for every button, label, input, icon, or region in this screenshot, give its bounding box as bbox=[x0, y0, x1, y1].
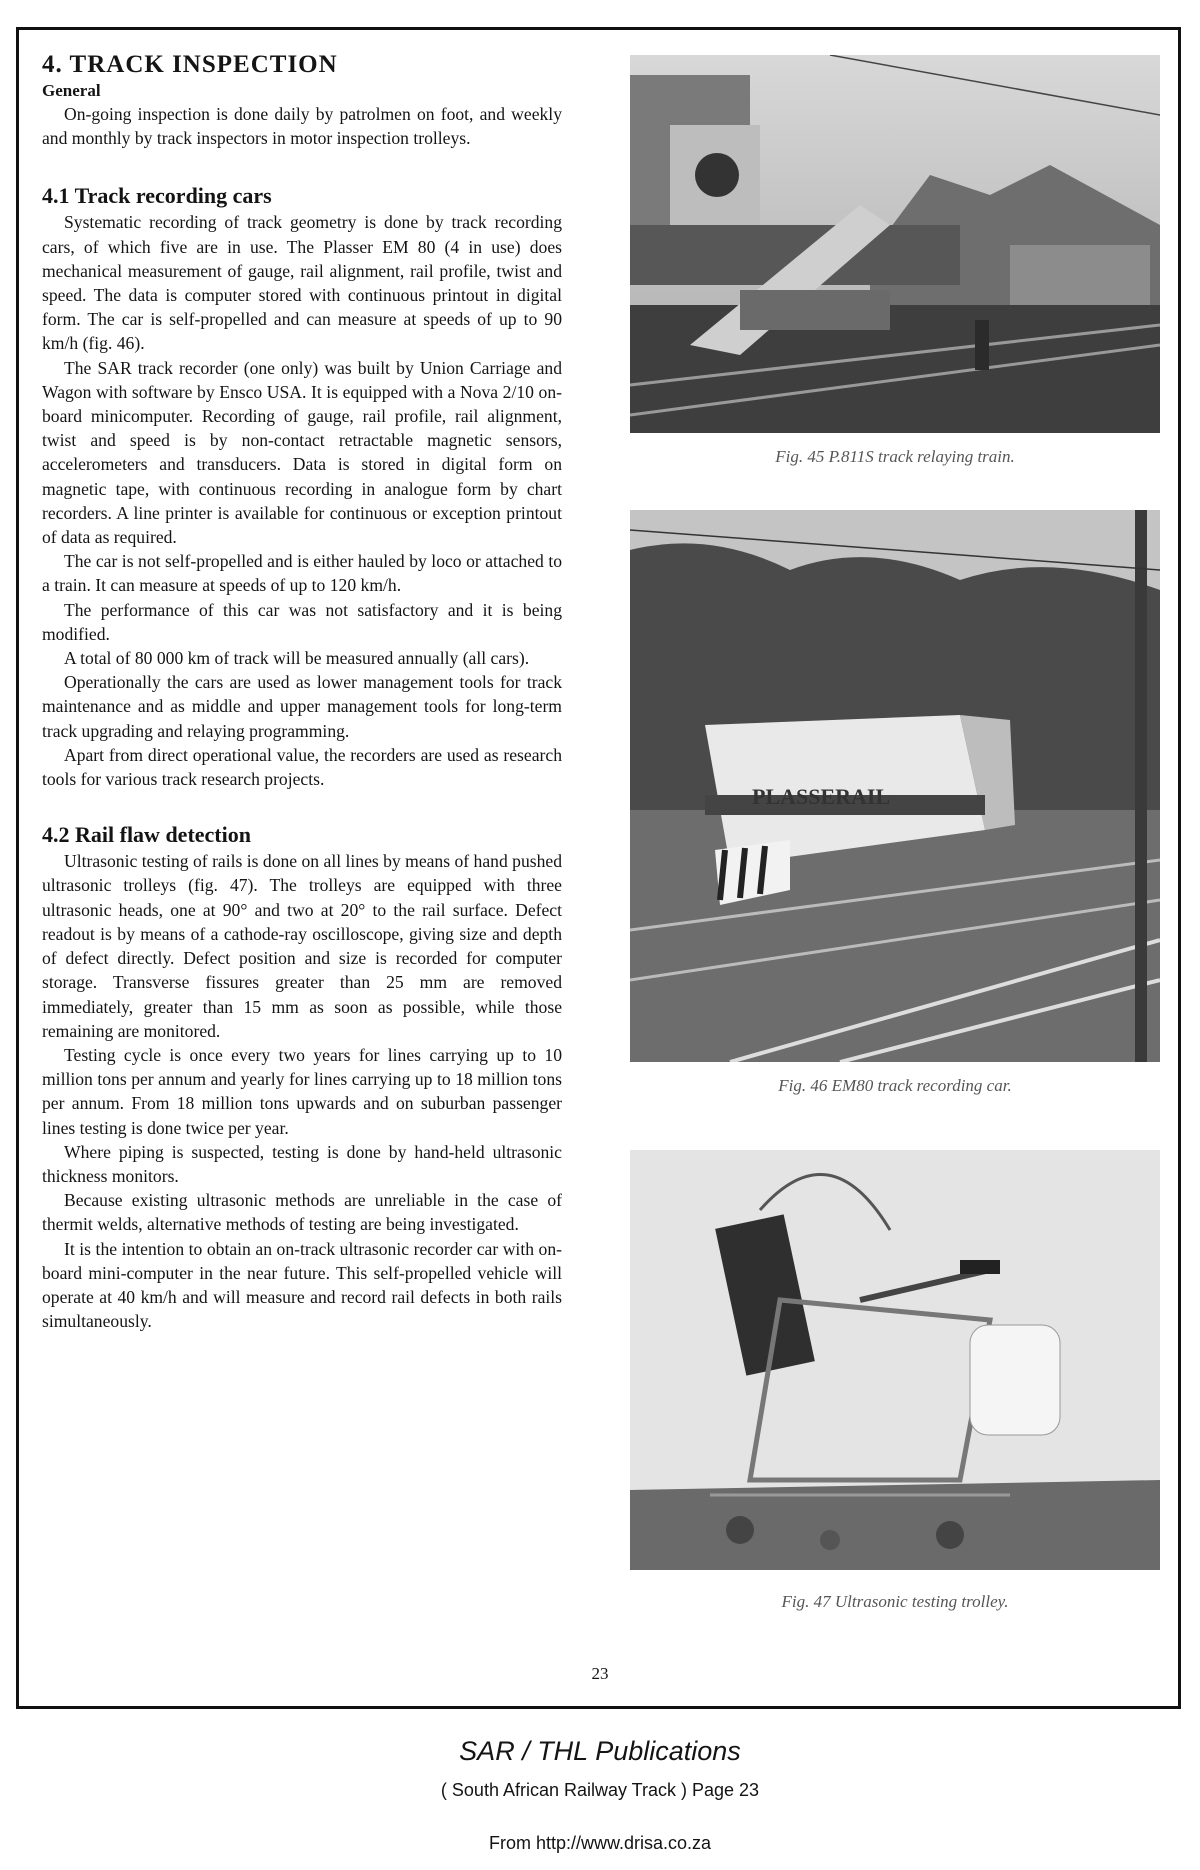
fig-46-photo bbox=[630, 510, 1160, 1062]
fig-47-caption: Fig. 47 Ultrasonic testing trolley. bbox=[781, 1592, 1009, 1611]
paragraph: Because existing ultrasonic methods are unreliable in the case of thermit welds, alternative methods of testing are being investigated. bbox=[42, 1190, 562, 1235]
fig-45-caption: Fig. 45 P.811S track relaying train. bbox=[775, 447, 1015, 466]
paragraph: The SAR track recorder (one only) was built by Union Carriage and Wagon with software by Ensco USA. It is equipped with a Nova 2/10 on-board minicomputer. Recording of gauge, rail profile, rail alignment, twist and speed is by non-contact retractable magnetic sensors, accelerometers and transducers. Data is stored in digital form on magnetic tape, with continuous recording in analogue form by chart recorders. A line printer is available for continuous or exception printout of data as required. bbox=[42, 357, 562, 548]
footer-title: SAR / THL Publications bbox=[459, 1736, 741, 1766]
paragraph: Apart from direct operational value, the recorders are used as research tools for various track research projects. bbox=[42, 744, 562, 790]
paragraph: Where piping is suspected, testing is done by hand-held ultrasonic thickness monitors. bbox=[42, 1141, 562, 1186]
fig-46-caption: Fig. 46 EM80 track recording car. bbox=[778, 1076, 1012, 1095]
paragraph: A total of 80 000 km of track will be measured annually (all cars). bbox=[64, 648, 530, 669]
paragraph: It is the intention to obtain an on-track ultrasonic recorder car with on-board mini-computer in the near future. This self-propelled vehicle will operate at 40 km/h and will measure and record rail defects in both rails simultaneously. bbox=[42, 1238, 562, 1332]
section-4-title: 4. TRACK INSPECTION bbox=[42, 51, 338, 78]
paragraph: Systematic recording of track geometry is done by track recording cars, of which five are in use. The Plasser EM 80 (4 in use) does mechanical measurement of gauge, rail alignment, rail profile, twist and speed. The data is computer stored with continuous printout in digital form. The car is self-propelled and can measure at speeds of up to 90 km/h (fig. 46). bbox=[42, 212, 562, 354]
paragraph: The performance of this car was not satisfactory and it is being modified. bbox=[42, 599, 562, 644]
fig-47-photo bbox=[630, 1150, 1160, 1570]
fig-46-car-lettering: PLASSERAIL bbox=[752, 784, 891, 809]
paragraph: Ultrasonic testing of rails is done on all lines by means of hand pushed ultrasonic trolleys (fig. 47). The trolleys are equipped with three ultrasonic heads, one at 90° and two at 20° to the rail surface. Defect readout is by means of a cathode-ray oscilloscope, giving size and depth of defect directly. Defect position and size is recorded for computer storage. Transverse fissures greater than 25 mm are removed immediately, greater than 15 mm as soon as possible, while those remaining are monitored. bbox=[42, 851, 562, 1041]
general-heading: General bbox=[42, 81, 101, 100]
paragraph: Testing cycle is once every two years for lines carrying up to 10 million tons per annum and yearly for lines carrying up to 18 million tons per annum. From 18 million tons upwards and on suburban passenger lines testing is done twice per year. bbox=[42, 1044, 562, 1138]
paragraph: Operationally the cars are used as lower management tools for track maintenance and as middle and upper management tools for long-term track upgrading and relaying programming. bbox=[42, 672, 562, 741]
fig-45-photo bbox=[630, 55, 1160, 433]
section-4-2-title: 4.2 Rail flaw detection bbox=[42, 822, 251, 848]
text-column bbox=[42, 50, 562, 1333]
footer-subtitle: ( South African Railway Track ) Page 23 bbox=[440, 1780, 760, 1800]
section-4-1-title: 4.1 Track recording cars bbox=[42, 183, 272, 209]
general-paragraph: On-going inspection is done daily by patrolmen on foot, and weekly and monthly by track inspectors in motor inspection trolleys. bbox=[42, 104, 562, 149]
footer-source: From http://www.drisa.co.za bbox=[488, 1833, 712, 1853]
paragraph: The car is not self-propelled and is either hauled by loco or attached to a train. It can measure at speeds of up to 120 km/h. bbox=[42, 551, 562, 596]
page-number: 23 bbox=[591, 1664, 609, 1683]
